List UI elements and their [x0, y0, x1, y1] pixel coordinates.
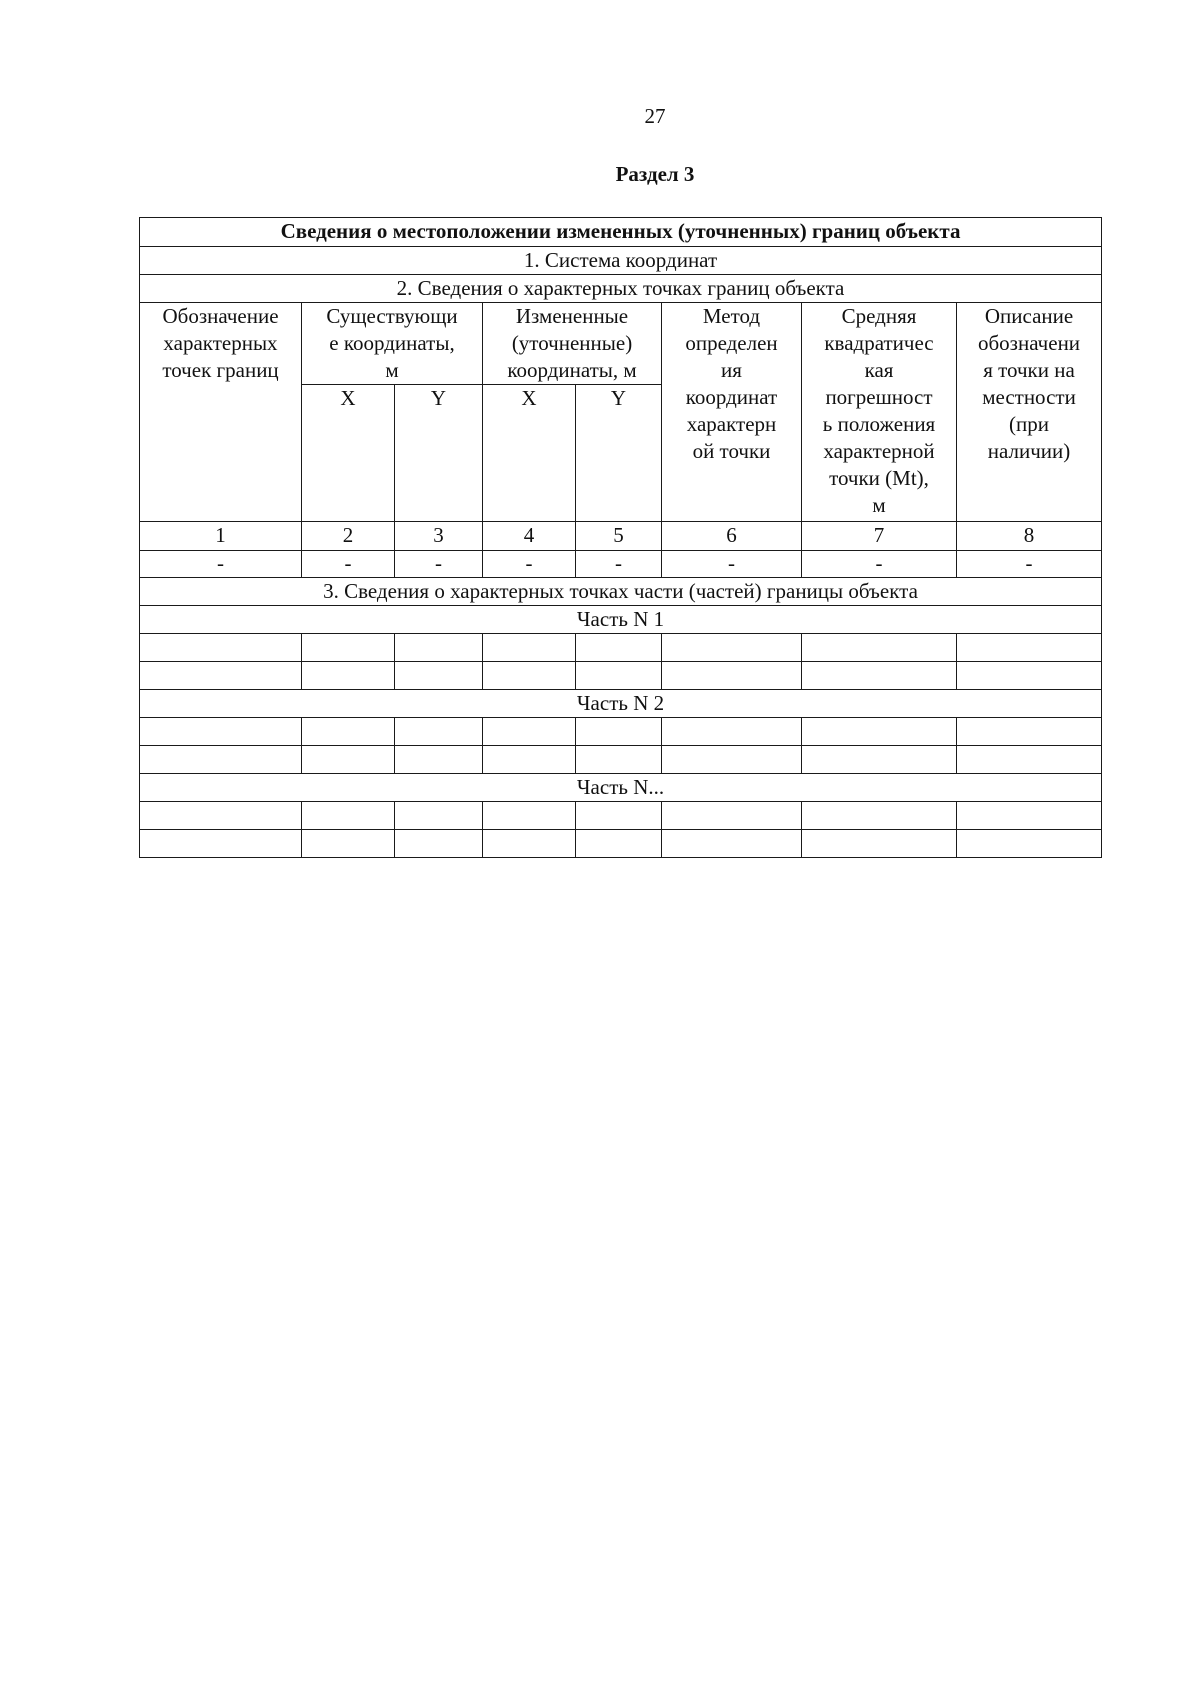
header-changed-coords: Измененные (уточненные) координаты, м — [483, 303, 662, 385]
empty-cell — [802, 802, 957, 830]
column-number: 6 — [662, 522, 802, 551]
empty-cell — [140, 662, 302, 690]
empty-cell — [576, 830, 662, 858]
column-number: 5 — [576, 522, 662, 551]
empty-cell — [802, 830, 957, 858]
part-points-row — [140, 578, 1102, 606]
part-2-label: Часть N 2 — [140, 690, 1102, 718]
empty-cell — [140, 802, 302, 830]
empty-cell — [140, 746, 302, 774]
empty-cell — [395, 746, 483, 774]
empty-cell — [662, 746, 802, 774]
empty-cell — [140, 830, 302, 858]
header-point-designation: Обозначение характерных точек границ — [140, 303, 302, 522]
part-1-row — [140, 606, 1102, 634]
dash-cell: - — [802, 551, 957, 578]
dash-cell: - — [957, 551, 1102, 578]
empty-cell — [302, 830, 395, 858]
empty-cell — [957, 718, 1102, 746]
boundary-points-label: 2. Сведения о характерных точках границ объекта — [140, 275, 1102, 303]
column-number: 3 — [395, 522, 483, 551]
empty-cell — [957, 662, 1102, 690]
part-1-label: Часть N 1 — [140, 606, 1102, 634]
empty-cell — [576, 662, 662, 690]
dash-cell: - — [662, 551, 802, 578]
part-n-row — [140, 774, 1102, 802]
empty-cell — [483, 662, 576, 690]
dash-cell: - — [395, 551, 483, 578]
empty-cell — [662, 718, 802, 746]
empty-cell — [576, 802, 662, 830]
empty-cell — [662, 802, 802, 830]
empty-cell — [395, 830, 483, 858]
column-number: 7 — [802, 522, 957, 551]
header-existing-coords: Существующи е координаты, м — [302, 303, 483, 385]
dash-cell: - — [483, 551, 576, 578]
table-row — [140, 802, 1102, 830]
empty-cell — [957, 746, 1102, 774]
table-row — [140, 634, 1102, 662]
section-title: Раздел 3 — [615, 162, 695, 186]
header-y-changed: Y — [576, 385, 662, 522]
empty-cell — [395, 718, 483, 746]
column-number: 1 — [140, 522, 302, 551]
part-2-row — [140, 690, 1102, 718]
empty-cell — [483, 634, 576, 662]
empty-cell — [662, 662, 802, 690]
boundary-points-row — [140, 275, 1102, 303]
column-number: 2 — [302, 522, 395, 551]
empty-cell — [302, 802, 395, 830]
empty-cell — [395, 662, 483, 690]
empty-cell — [576, 718, 662, 746]
empty-cell — [140, 718, 302, 746]
empty-cell — [483, 830, 576, 858]
header-x-existing: X — [302, 385, 395, 522]
table-title-row — [140, 218, 1102, 247]
header-method: Метод определен ия координат характерн ой точки — [662, 303, 802, 522]
empty-cell — [957, 802, 1102, 830]
column-number: 4 — [483, 522, 576, 551]
empty-cell — [483, 718, 576, 746]
header-error: Средняя квадратичес кая погрешност ь положения характерной точки (Mt), м — [802, 303, 957, 522]
empty-cell — [395, 802, 483, 830]
empty-cell — [302, 746, 395, 774]
dash-cell: - — [140, 551, 302, 578]
empty-cell — [957, 830, 1102, 858]
column-number: 8 — [957, 522, 1102, 551]
column-number-row — [140, 522, 1102, 551]
table-row — [140, 718, 1102, 746]
header-row — [140, 303, 1102, 385]
part-n-label: Часть N... — [140, 774, 1102, 802]
empty-cell — [140, 634, 302, 662]
empty-cell — [802, 746, 957, 774]
boundary-points-table — [139, 217, 1102, 858]
dash-cell: - — [576, 551, 662, 578]
coordinate-system-label: 1. Система координат — [140, 247, 1102, 275]
empty-cell — [802, 634, 957, 662]
empty-cell — [395, 634, 483, 662]
empty-cell — [662, 634, 802, 662]
empty-cell — [302, 662, 395, 690]
table-title: Сведения о местоположении измененных (уточненных) границ объекта — [140, 218, 1102, 247]
empty-cell — [483, 746, 576, 774]
empty-cell — [576, 634, 662, 662]
table-row — [140, 746, 1102, 774]
empty-cell — [802, 662, 957, 690]
header-description: Описание обозначени я точки на местности (при наличии) — [957, 303, 1102, 522]
coordinate-system-row — [140, 247, 1102, 275]
part-points-label: 3. Сведения о характерных точках части (частей) границы объекта — [140, 578, 1102, 606]
page-number: 27 — [644, 104, 666, 128]
empty-cell — [662, 830, 802, 858]
header-y-existing: Y — [395, 385, 483, 522]
empty-cell — [576, 746, 662, 774]
empty-cell — [302, 634, 395, 662]
header-x-changed: X — [483, 385, 576, 522]
table-row — [140, 830, 1102, 858]
empty-cell — [957, 634, 1102, 662]
dash-row — [140, 551, 1102, 578]
table-row — [140, 662, 1102, 690]
dash-cell: - — [302, 551, 395, 578]
empty-cell — [302, 718, 395, 746]
empty-cell — [802, 718, 957, 746]
empty-cell — [483, 802, 576, 830]
